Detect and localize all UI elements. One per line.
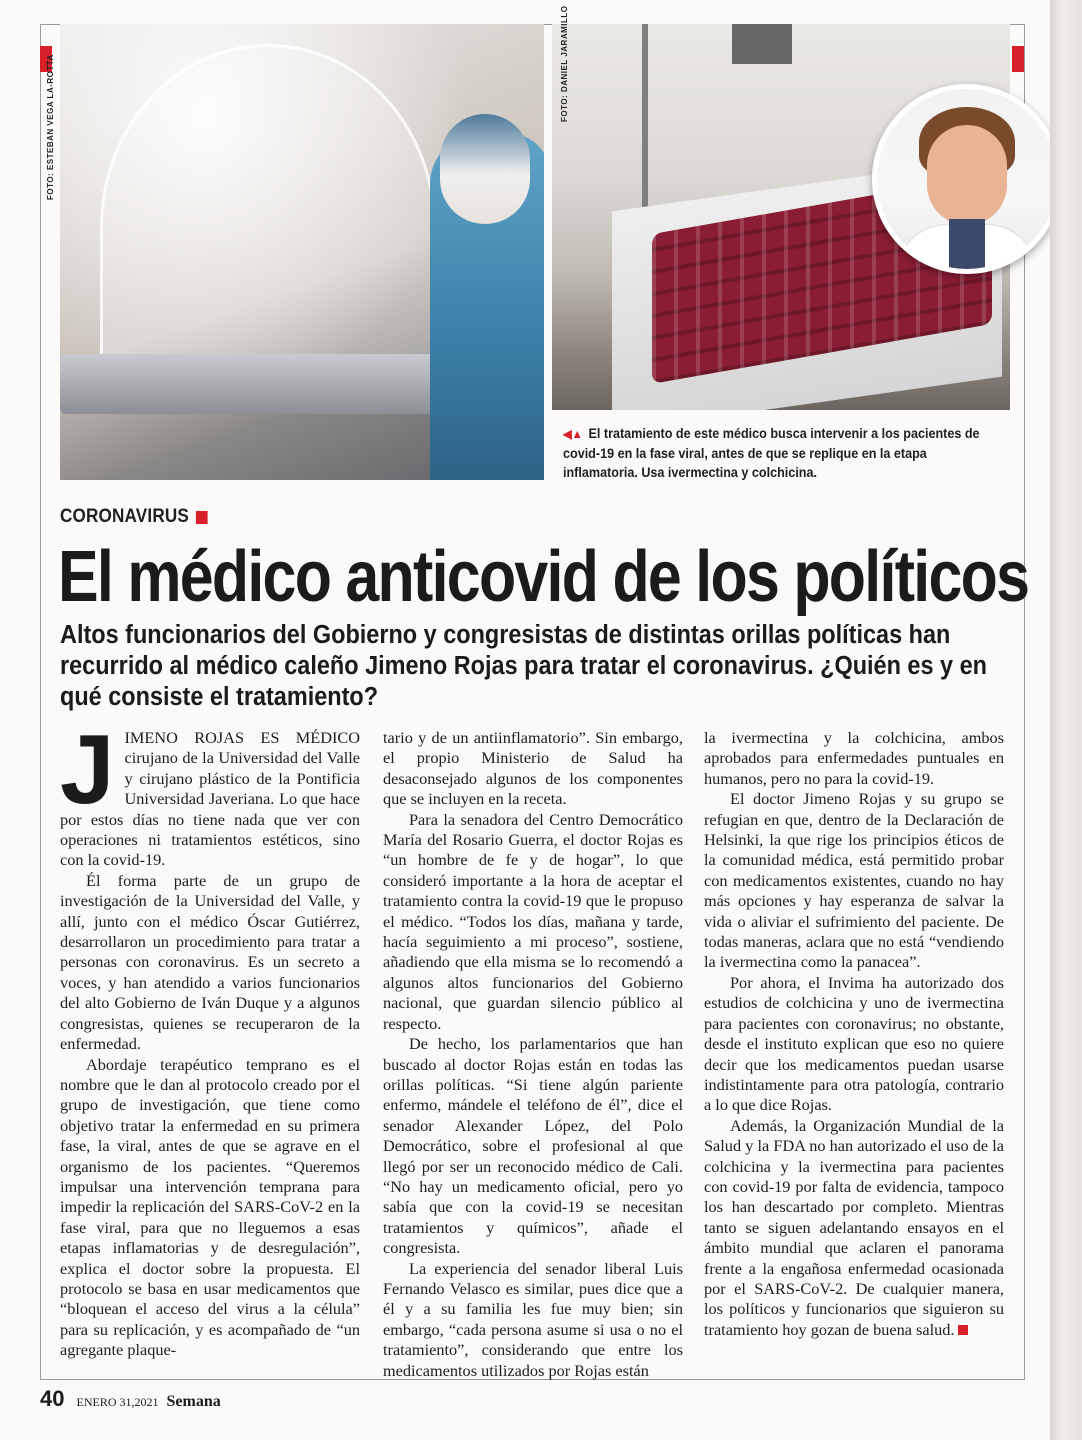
article-body — [60, 714, 1010, 1380]
photo-credit-left: FOTO: ESTEBAN VEGA LA-ROTTA — [46, 54, 55, 200]
photo-credit-right: FOTO: DANIEL JARAMILLO — [560, 5, 569, 122]
monitor-shape — [732, 24, 792, 64]
article-paragraph: Además, la Organización Mundial de la Salud y la FDA no han autorizado el uso de la colchicina y la ivermectina para pacientes con covid-19 por falta de evidencia, tampoco los han descartado por completo. Mientras tanto se siguen adelantando ensayos en el ámbito mundial que aclaren el panorama frente a la engañosa enfermedad ocasionada por el SARS-CoV-2. De cualquier manera, los políticos y funcionarios que siguieron su tratamiento hoy gozan de buena salud. — [704, 1115, 1004, 1339]
article-column-3 — [704, 728, 1004, 1340]
headline: El médico anticovid de los políticos — [58, 537, 1029, 617]
article-paragraph: Para la senadora del Centro Democrático María del Rosario Guerra, el doctor Rojas es “un hombre de fe y de hogar”, lo que consideró importante a la hora de aceptar el tratamiento contra la covid-19 que le propuso el médico. “Todos los días, mañana y tarde, hacía seguimiento a mi proceso”, sostiene, añadiendo que ella misma se lo recomendó a algunos altos funcionarios del Gobierno nacional, que guardan silencio público al respecto. — [383, 809, 683, 1033]
red-tab-right — [1012, 46, 1024, 72]
red-square-icon — [196, 511, 208, 524]
article-paragraph: La experiencia del senador liberal Luis Fernando Velasco es similar, pues dice que a él y a su familia les fue muy bien; sin embargo, “cada persona asume si usa o no el tratamiento”, considerando que entre los medicamentos utilizados por Rojas están — [383, 1258, 683, 1380]
section-label-text: CORONAVIRUS — [60, 506, 189, 527]
caption-text: El tratamiento de este médico busca intervenir a los pacientes de covid-19 en la fase viral, antes de que se replique en la etapa inflamatoria. Usa ivermectina y colchicina. — [563, 426, 980, 480]
photo-caption — [563, 424, 981, 482]
page-number: 40 — [40, 1386, 65, 1411]
article-paragraph: JIMENO ROJAS ES MÉDICO cirujano de la Universidad del Valle y cirujano plástico de la Pontificia Universidad Javeriana. Lo que hace por estos días no tiene nada que ver con operaciones ni tratamientos estéticos, sino con la covid-19. — [60, 714, 360, 870]
page-footer — [40, 1386, 221, 1412]
doctor-head-shape — [440, 114, 530, 224]
photo-bio-bubble-patient — [60, 24, 544, 480]
article-paragraph: Él forma parte de un grupo de investigación de la Universidad del Valle, y allí, junto con el médico Óscar Gutiérrez, desarrollaron un procedimiento para tratar a personas con coronavirus. Es un secreto a voces, y han atendido a varios funcionarios del alto Gobierno de Iván Duque y a algunos congresistas, quienes se recuperaron de la enfermedad. — [60, 870, 360, 1054]
drop-cap: J — [60, 714, 115, 824]
article-paragraph: tario y de un antiinflamatorio”. Sin embargo, el propio Ministerio de Salud ha desaconsejado algunos de los componentes que se incluyen en la receta. — [383, 728, 683, 809]
article-paragraph: la ivermectina y la colchicina, ambos aprobados para enfermedades puntuales en humanos, pero no para la covid-19. — [704, 728, 1004, 788]
article-column-2 — [383, 728, 683, 1381]
article-column-1 — [60, 714, 360, 1361]
stretcher-shape — [60, 354, 440, 414]
doctor-portrait — [872, 84, 1062, 274]
deck-subtitle: Altos funcionarios del Gobierno y congresistas de distintas orillas políticas han recurrido al médico caleño Jimeno Rojas para tratar el coronavirus. ¿Quién es y en qué consiste el tratamiento? — [60, 621, 988, 711]
caption-arrow-icon: ◀▲ — [563, 427, 583, 441]
end-mark-icon — [958, 1325, 968, 1335]
issue-date: ENERO 31,2021 — [76, 1395, 159, 1409]
section-label — [60, 506, 208, 528]
article-paragraph: Por ahora, el Invima ha autorizado dos estudios de colchicina y uno de ivermectina para pacientes con coronavirus; no obstante, desde el instituto explican que eso no quiere decir que los medicamentos puedan usarse indistintamente para otra patología, contrario a lo que dice Rojas. — [704, 972, 1004, 1115]
article-paragraph: De hecho, los parlamentarios que han buscado al doctor Rojas están en todas las orillas políticas. “Si tiene algún pariente enfermo, mándele el teléfono de él”, dice el senador Alexander López, del Polo Democrático, sobre el profesional al que llegó por ser un reconocido médico de Cali. “No hay un medicamento oficial, pero yo sabía que con la covid-19 se necesitan tratamientos y químicos”, añade el congresista. — [383, 1034, 683, 1258]
article-paragraph: El doctor Jimeno Rojas y su grupo se refugian en que, dentro de la Declaración de Helsinki, la que rige los principios éticos de la comunidad médica, está permitido probar con medicamentos existentes, cuando no hay más opciones y hay esperanza de salvar la vida o aliviar el sufrimiento del paciente. De todas maneras, aclara que no está “vendiendo la ivermectina como la panacea”. — [704, 789, 1004, 972]
magazine-name: Semana — [166, 1393, 221, 1410]
article-paragraph: Abordaje terapéutico temprano es el nombre que le dan al protocolo creado por el grupo de investigación, que tiene como objetivo tratar la enfermedad en su primera fase, la viral, antes de que se agrave en el organismo de los pacientes. “Queremos impulsar una intervención temprana para impedir la replicación del SARS-CoV-2 en la fase viral, para que no lleguemos a esas etapas inflamatorias y de desregulación”, explica el doctor sobre la propuesta. El protocolo se basa en usar medicamentos que “bloquean el acceso del virus a la célula” para su replicación, y es acompañado de “un agregante plaque- — [60, 1054, 360, 1360]
page-edge — [1050, 0, 1082, 1440]
